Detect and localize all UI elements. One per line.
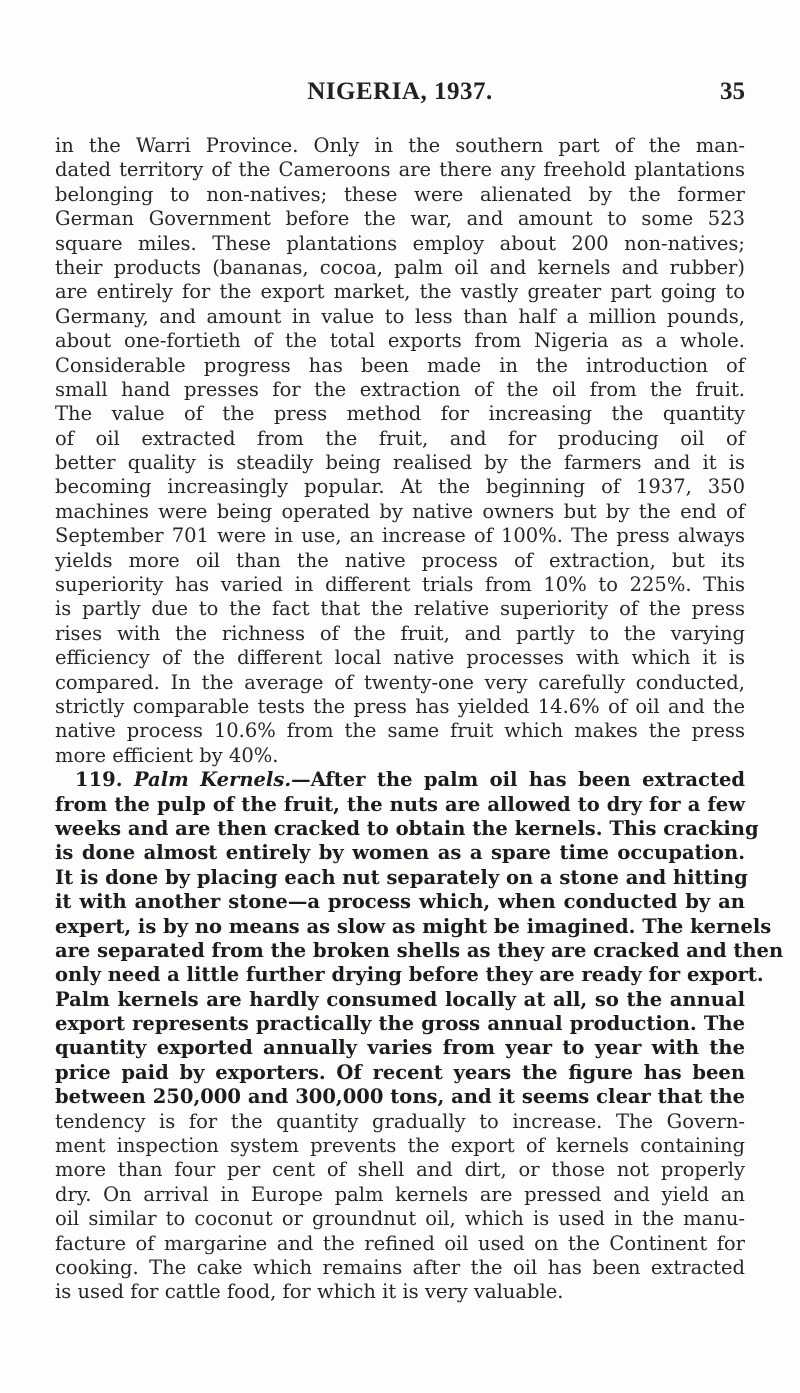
text-line: about one-fortieth of the total exports from Nigeria as a whole. xyxy=(55,329,745,353)
text-line: becoming increasingly popular. At the beginning of 1937, 350 xyxy=(55,475,745,499)
text-line: yields more oil than the native process of extraction, but its xyxy=(55,548,745,572)
running-head xyxy=(55,78,745,112)
text-line: is partly due to the fact that the relative superiority of the press xyxy=(55,597,745,621)
paragraph-palm-kernels xyxy=(55,768,784,1305)
section-first-line xyxy=(55,768,745,792)
text-line: September 701 were in use, an increase of 100%. The press always xyxy=(55,524,745,548)
text-line: from the pulp of the fruit, the nuts are allowed to dry for a few xyxy=(55,792,745,816)
text-line: only need a little further drying before they are ready for export. xyxy=(55,963,764,987)
body-text xyxy=(55,134,784,1305)
paragraph-oil-presses xyxy=(55,134,745,768)
section-number: 119. xyxy=(75,768,123,792)
text-line: strictly comparable tests the press has yielded 14.6% of oil and the xyxy=(55,694,745,718)
text-line: dry. On arrival in Europe palm kernels are pressed and yield an xyxy=(55,1182,745,1206)
text-line: belonging to non-natives; these were alienated by the former xyxy=(55,182,745,206)
running-title: NIGERIA, 1937. xyxy=(307,78,493,105)
text-line: native process 10.6% from the same fruit which makes the press xyxy=(55,719,745,743)
text-line: superiority has varied in different trials from 10% to 225%. This xyxy=(55,573,745,597)
text-line: cooking. The cake which remains after the oil has been extracted xyxy=(55,1255,745,1279)
text-line: their products (bananas, cocoa, palm oil and kernels and rubber) xyxy=(55,255,745,279)
text-line: quantity exported annually varies from year to year with the xyxy=(55,1036,745,1060)
page-number: 35 xyxy=(720,78,745,105)
text-line: more efficient by 40%. xyxy=(55,743,279,767)
text-line: between 250,000 and 300,000 tons, and it seems clear that the xyxy=(55,1085,745,1109)
text-line: ment inspection system prevents the export of kernels containing xyxy=(55,1134,745,1158)
text-line: Considerable progress has been made in the introduction of xyxy=(55,353,745,377)
text-line: weeks and are then cracked to obtain the kernels. This cracking xyxy=(55,816,759,840)
text-line: It is done by placing each nut separately on a stone and hitting xyxy=(55,865,748,889)
text-line: German Government before the war, and amount to some 523 xyxy=(55,207,745,231)
text-line: are separated from the broken shells as they are cracked and then xyxy=(55,938,784,962)
text-line: facture of margarine and the refined oil used on the Continent for xyxy=(55,1231,745,1255)
text-line: export represents practically the gross annual production. The xyxy=(55,1012,745,1036)
text-line: Palm kernels are hardly consumed locally at all, so the annual xyxy=(55,987,745,1011)
text-line: of oil extracted from the fruit, and for producing oil of xyxy=(55,426,745,450)
text-line: Germany, and amount in value to less than half a million pounds, xyxy=(55,304,745,328)
text-line: machines were being operated by native owners but by the end of xyxy=(55,499,745,523)
section-heading: Palm Kernels. xyxy=(133,768,292,792)
text-line: tendency is for the quantity gradually to increase. The Govern- xyxy=(55,1109,745,1133)
text-line: are entirely for the export market, the vastly greater part going to xyxy=(55,280,745,304)
text-line: rises with the richness of the fruit, and partly to the varying xyxy=(55,621,745,645)
text-line: expert, is by no means as slow as might be imagined. The kernels xyxy=(55,914,772,938)
text-line: square miles. These plantations employ about 200 non-natives; xyxy=(55,231,745,255)
text-line: it with another stone—a process which, when conducted by an xyxy=(55,890,745,914)
text-line: in the Warri Province. Only in the southern part of the man- xyxy=(55,134,745,157)
text-line: The value of the press method for increasing the quantity xyxy=(55,402,745,426)
text-line: is done almost entirely by women as a spare time occupation. xyxy=(55,841,745,865)
section-first-line-text: —After the palm oil has been extracted xyxy=(291,768,745,792)
text-line: oil similar to coconut or groundnut oil, which is used in the manu- xyxy=(55,1207,745,1231)
text-line: dated territory of the Cameroons are there any freehold plantations xyxy=(55,158,745,182)
text-line: price paid by exporters. Of recent years the figure has been xyxy=(55,1060,745,1084)
text-line: better quality is steadily being realised by the farmers and it is xyxy=(55,451,745,475)
text-line: is used for cattle food, for which it is very valuable. xyxy=(55,1280,564,1304)
text-line: efficiency of the different local native processes with which it is xyxy=(55,646,745,670)
text-line: small hand presses for the extraction of the oil from the fruit. xyxy=(55,377,745,401)
text-line: compared. In the average of twenty-one very carefully conducted, xyxy=(55,670,745,694)
text-line: more than four per cent of shell and dirt, or those not properly xyxy=(55,1158,745,1182)
